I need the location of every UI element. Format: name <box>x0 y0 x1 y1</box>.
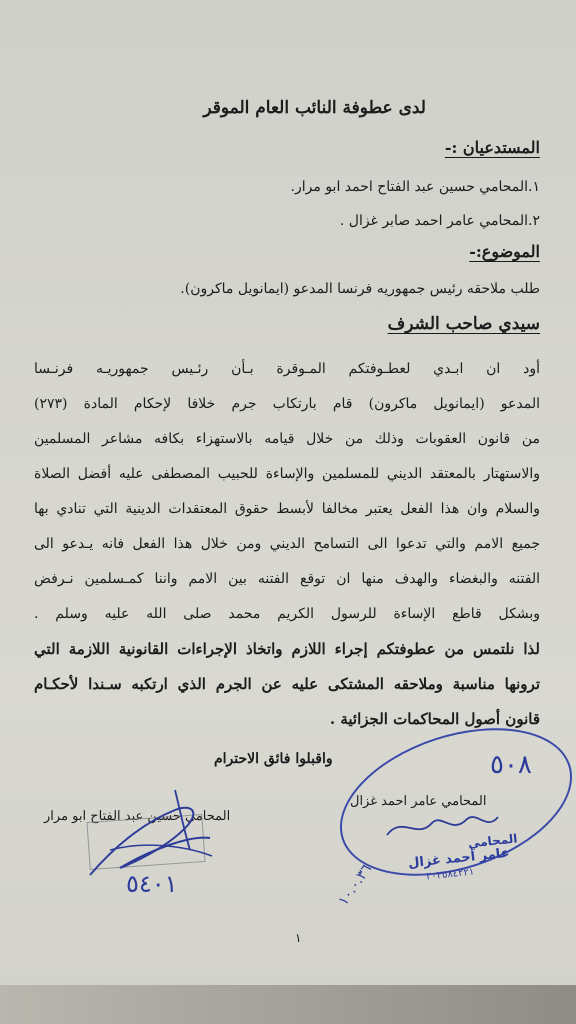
body-line-4: والاستهتار بالمعتقد الديني للمسلمين والإساءة للحبيب المصطفى عليه أفضل الصلاة <box>34 466 540 482</box>
body-line-6: جميع الامم والتي تدعوا الى التسامح الديني ومن خلال هذا الفعل فانه يـدعو الى <box>34 536 540 552</box>
stamp-name: عامر أحمد غزال <box>407 845 511 872</box>
request-line-1: لذا نلتمس من عطوفتكم إجراء اللازم واتخاذ الإجراءات القانونية اللازمة التي <box>34 640 540 658</box>
salutation: سيدي صاحب الشرف <box>387 314 540 334</box>
handwritten-number-top-right: ٥٠٨ <box>490 750 532 780</box>
petitioner-2: ٢.المحامي عامر احمد صابر غزال . <box>339 213 540 229</box>
document-title: لدى عطوفة النائب العام الموقر <box>203 98 426 118</box>
body-line-3: من قانون العقوبات وذلك من خلال قيامه بالاستهزاء بكافه مشاعر المسلمين <box>34 431 540 447</box>
stamp-title: المحامي <box>467 831 518 851</box>
subject-label: الموضوع:- <box>469 242 540 261</box>
stamp-code: ٢٠٢٥٨٤٢٢١ <box>425 866 475 883</box>
body-line-7: الفتنه والبغضاء والهدف منها ان توقع الفتنه بين الامم واننا كمـسلمين نـرفض <box>34 571 540 587</box>
signature-label-left: المحامي حسين عبد الفتاح ابو مرار <box>44 809 231 824</box>
petitioners-label: المستدعيان :- <box>444 138 540 157</box>
body-line-1: أود ان ابـدي لعطـوفتكم المـوقرة بـأن رئـيس جمهوريـه فرنـسا <box>34 361 540 377</box>
request-line-3: قانون أصول المحاكمات الجزائية . <box>329 710 540 728</box>
body-line-8: وبشكل قاطع الإساءة للرسول الكريم محمد صلى الله عليه وسلم . <box>34 606 540 622</box>
background-surface <box>0 985 576 1024</box>
handwritten-stamp-digits: ١٠.٠.٣٦ <box>335 861 376 909</box>
request-line-2: ترونها مناسبة وملاحقه المشتكى عليه عن الجرم الذي ارتكبه سـندا لأحكـام <box>34 675 540 693</box>
petitioner-1: ١.المحامي حسين عبد الفتاح احمد ابو مرار. <box>290 179 540 195</box>
handwritten-number-left: ٥٤٠١ <box>126 870 178 898</box>
body-line-2: المدعو (ايمانويل ماكرون) قام بارتكاب جرم خلافا لإحكام المادة (٢٧٣) <box>34 396 540 412</box>
body-line-5: والسلام وان هذا الفعل يعتبر مخالفا لأبسط حقوق المعتقدات الدينية التي تنادي بها <box>34 501 540 517</box>
subject-text: طلب ملاحقه رئيس جمهوريه فرنسا المدعو (ايمانويل ماكرون). <box>180 281 540 297</box>
closing-text: واقبلوا فائق الاحترام <box>214 751 333 767</box>
signature-label-right: المحامي عامر احمد غزال <box>350 794 487 809</box>
page-number: ١ <box>295 931 302 945</box>
